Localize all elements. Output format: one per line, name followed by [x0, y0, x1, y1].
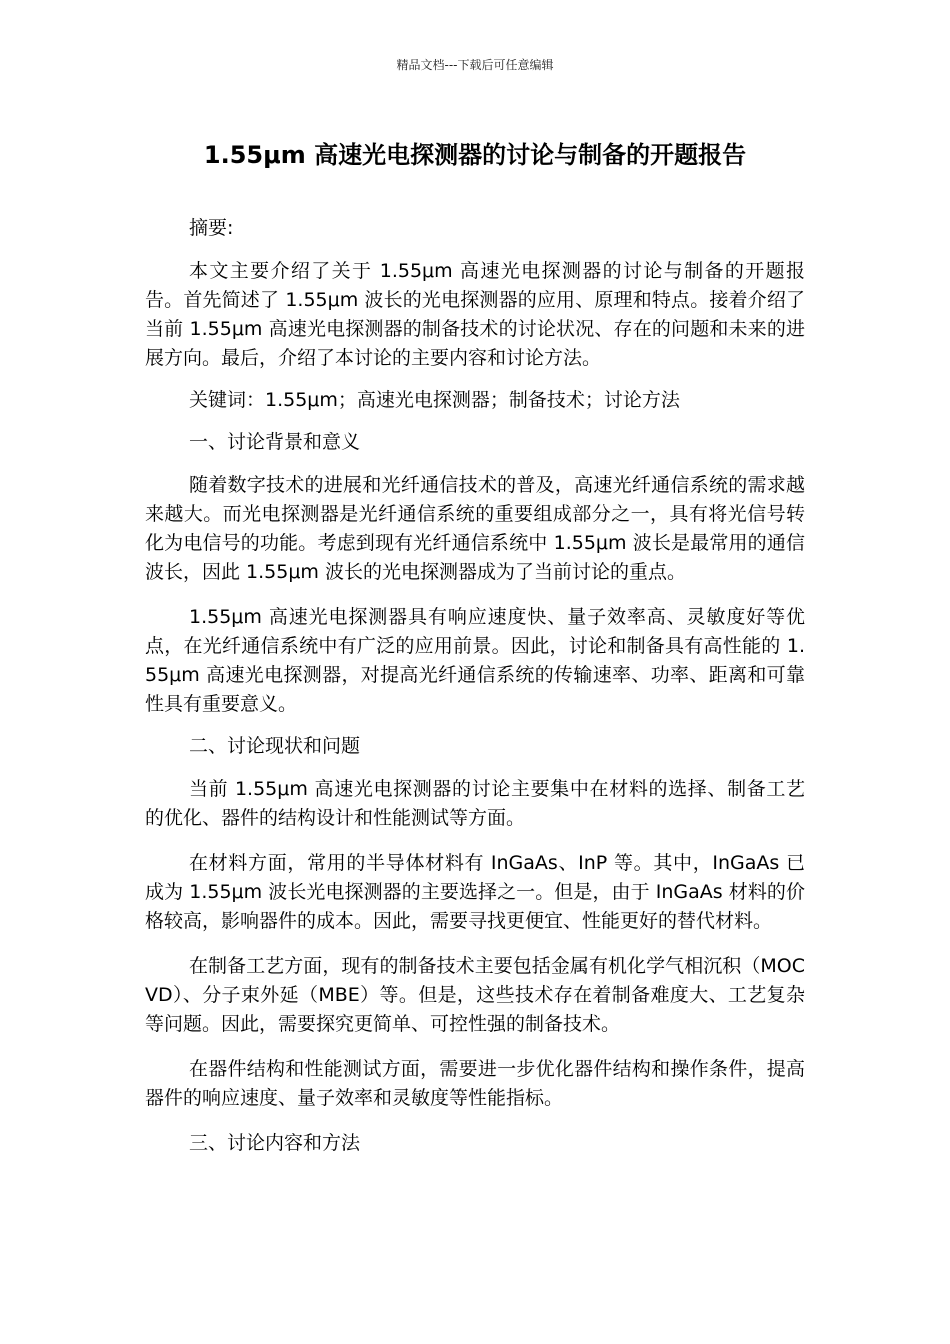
document-title: 1.55μm 高速光电探测器的讨论与制备的开题报告 — [203, 141, 747, 169]
header-note: 精品文档---下载后可任意编辑 — [396, 58, 554, 72]
document-body — [145, 214, 805, 1158]
abstract-paragraph: 本文主要介绍了关于 1.55μm 高速光电探测器的讨论与制备的开题报告。首先简述了 1.55μm 波长的光电探测器的应用、原理和特点。接着介绍了当前 1.55μm 高速光电探测器的制备技术的讨论状况、存在的问题和未来的进展方向。最后，介绍了本讨论的主要内容和讨论方法。 — [145, 260, 805, 369]
section-heading-2: 二、讨论现状和问题 — [189, 735, 361, 757]
body-paragraph: 在器件结构和性能测试方面，需要进一步优化器件结构和操作条件，提高器件的响应速度、量子效率和灵敏度等性能指标。 — [145, 1058, 805, 1109]
body-paragraph: 当前 1.55μm 高速光电探测器的讨论主要集中在材料的选择、制备工艺的优化、器件的结构设计和性能测试等方面。 — [145, 778, 805, 829]
body-paragraph: 在材料方面，常用的半导体材料有 InGaAs、InP 等。其中，InGaAs 已成为 1.55μm 波长光电探测器的主要选择之一。但是，由于 InGaAs 材料的价格较高，影响器件的成本。因此，需要寻找更便宜、性能更好的替代材料。 — [145, 852, 805, 932]
body-paragraph: 1.55μm 高速光电探测器具有响应速度快、量子效率高、灵敏度好等优点，在光纤通信系统中有广泛的应用前景。因此，讨论和制备具有高性能的 1.55μm 高速光电探测器，对提高光纤通信系统的传输速率、功率、距离和可靠性具有重要意义。 — [145, 606, 805, 715]
abstract-label: 摘要: — [189, 217, 234, 239]
body-paragraph: 随着数字技术的进展和光纤通信技术的普及，高速光纤通信系统的需求越来越大。而光电探测器是光纤通信系统的重要组成部分之一，具有将光信号转化为电信号的功能。考虑到现有光纤通信系统中 1.55μm 波长是最常用的通信波长，因此 1.55μm 波长的光电探测器成为了当前讨论的重点。 — [145, 474, 805, 583]
keywords-line: 关键词：1.55μm；高速光电探测器；制备技术；讨论方法 — [189, 389, 680, 411]
section-heading-3: 三、讨论内容和方法 — [189, 1132, 361, 1154]
body-paragraph: 在制备工艺方面，现有的制备技术主要包括金属有机化学气相沉积（MOCVD）、分子束外延（MBE）等。但是，这些技术存在着制备难度大、工艺复杂等问题。因此，需要探究更简单、可控性强的制备技术。 — [145, 955, 805, 1035]
section-heading-1: 一、讨论背景和意义 — [189, 431, 361, 453]
